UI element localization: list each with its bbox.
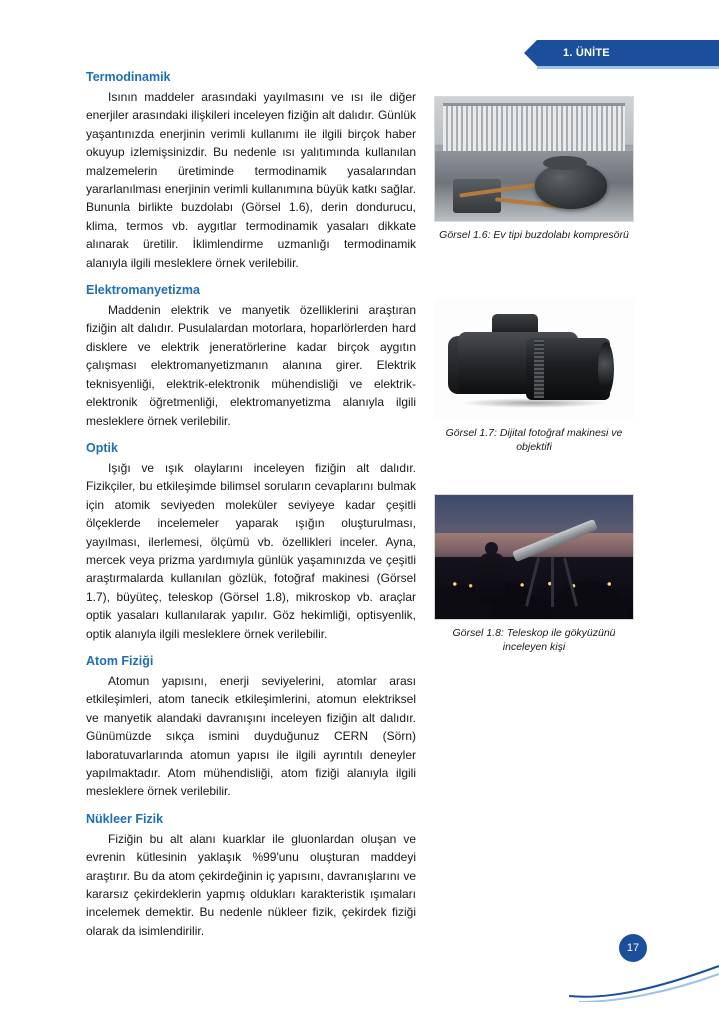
section-optik	[86, 441, 416, 643]
appliance-back-panel-detail	[435, 151, 633, 221]
section-title-optik: Optik	[86, 440, 118, 455]
person-silhouette-detail	[479, 553, 505, 603]
section-body-termodinamik: Isının maddeler arasındaki yayılmasını ve ısı ile diğer enerjiler arasındaki ilişkileri inceleyen fiziğin alt dalıdır. Günlük yaşantınızda enerjinin verimli kullanımı ile ilgili birçok haber okuyup izlemişsinizdir. Bu nedenle ısı yalıtımında kullanılan malzemelerin üretiminde termodinamik yasalarından yararlanılması enerjinin verimli kullanımına büyük katkı sağlar. Bununla birlikte buzdolabı (Görsel 1.6), derin dondurucu, klima, termos vb. aygıtlar termodinamik yasaları dikkate alınarak üretilir. İklimlendirme uzmanlığı termodinamik alanıyla ilgili mesleklere örnek verilebilir.	[86, 90, 416, 270]
camera-photo-background	[434, 298, 634, 420]
figure-caption-gorsel-1-8: Görsel 1.8: Teleskop ile gökyüzünü inceleyen kişi	[452, 627, 616, 653]
section-body-optik: Işığı ve ışık olaylarını inceleyen fiziğin alt dalıdır. Fizikçiler, bu etkileşimde bilimsel soruların cevaplarını bulmak için atomik seviyeden moleküler seviyeye kadar çeşitli ölçeklerde incelemeler yaparak ışığın oluşturulması, yayılması, ilerlemesi, ölçümü vb. özellikleri inceler. Ayna, mercek veya prizma yardımıyla günlük yaşamınızda ve çeşitli araştırmalarda kullanılan gözlük, fotoğraf makinesi (Görsel 1.7), büyüteç, teleskop (Görsel 1.8), mikroskop vb. araçlar optik yasaları kullanılarak yapılır. Göz hekimliği, optisyenlik, optik alanıyla ilgili mesleklere örnek verilebilir.	[86, 460, 416, 641]
section-title-atom-fizigi: Atom Fiziği	[86, 653, 154, 668]
unit-label: 1. ÜNİTE	[563, 47, 610, 59]
section-title-nukleer-fizik: Nükleer Fizik	[86, 811, 164, 826]
section-termodinamik	[86, 70, 416, 272]
dslr-camera-image	[434, 298, 634, 420]
ribbon-notch-decoration	[524, 40, 537, 66]
section-title-elektromanyetizma: Elektromanyetizma	[86, 283, 200, 298]
section-title-termodinamik: Termodinamik	[86, 70, 171, 84]
compressor-unit-detail	[535, 163, 607, 209]
refrigerator-compressor-image	[434, 96, 634, 222]
section-body-nukleer-fizik: Fiziğin bu alt alanı kuarklar ile gluonlardan oluşan ve evrenin kütlesinin yaklaşık %99'unu oluşturan maddeyi araştırır. Bu da atom çekirdeğinin iç yapısını, davranışlarını ve kararsız çekirdeklerin yapmış oldukları karakteristik ışımaları incelemek demektir. Bu nedenle nükleer fizik, çekirdek fiziği olarak da isimlendirilir.	[86, 831, 416, 938]
condenser-coils-detail	[443, 103, 625, 155]
swoosh-icon	[569, 962, 719, 1002]
figure-caption-gorsel-1-6: Görsel 1.6: Ev tipi buzdolabı kompresörü	[439, 229, 629, 241]
camera-focus-ring-detail	[534, 340, 544, 398]
footer-swoosh-decoration	[569, 962, 719, 1002]
tripod-leg-detail	[525, 557, 540, 606]
unit-header-ribbon	[537, 40, 719, 66]
telescope-night-image	[434, 494, 634, 620]
section-nukleer-fizik	[86, 812, 416, 940]
figure-gorsel-1-6	[434, 96, 634, 242]
section-elektromanyetizma	[86, 283, 416, 430]
ribbon-underline-decoration	[537, 66, 719, 69]
figure-column	[434, 96, 634, 654]
telescope-tripod-detail	[525, 551, 581, 607]
tripod-leg-detail	[551, 557, 554, 607]
tripod-leg-detail	[563, 557, 578, 606]
page-number-badge	[619, 934, 647, 962]
section-body-atom-fizigi: Atomun yapısını, enerji seviyelerini, atomlar arası etkileşimleri, atom tanecik etkileşimlerini, atomun elektriksel ve manyetik alandaki davranışını inceleyen fiziğin alt dalıdır. Günümüzde sıkça ismini duyduğunuz CERN (Sörn) laboratuvarlarında atomun yapısı ile ilgili ayrıntılı deneyler yapılmaktadır. Atom mühendisliği, atom fiziği alanıyla ilgili mesleklere örnek verilebilir.	[86, 673, 416, 799]
section-body-elektromanyetizma: Maddenin elektrik ve manyetik özelliklerini araştıran fiziğin alt dalıdır. Pusulalardan motorlara, hoparlörlerden hard disklere ve elektrik jeneratörlerine kadar birçok aygıtın çalışması elektromanyetizmanın alanına girer. Elektrik teknisyenliği, elektrik-elektronik mühendisliği ve elektrik-elektronik öğretmenliği, elektromanyetizma alanıyla ilgili mesleklere örnek verilebilir.	[86, 303, 416, 428]
section-atom-fizigi	[86, 654, 416, 801]
figure-gorsel-1-8	[434, 494, 634, 654]
figure-caption-gorsel-1-7: Görsel 1.7: Dijital fotoğraf makinesi ve objektifi	[445, 427, 623, 453]
page-number-text: 17	[626, 942, 640, 954]
figure-gorsel-1-7	[434, 298, 634, 454]
text-column	[86, 70, 416, 940]
